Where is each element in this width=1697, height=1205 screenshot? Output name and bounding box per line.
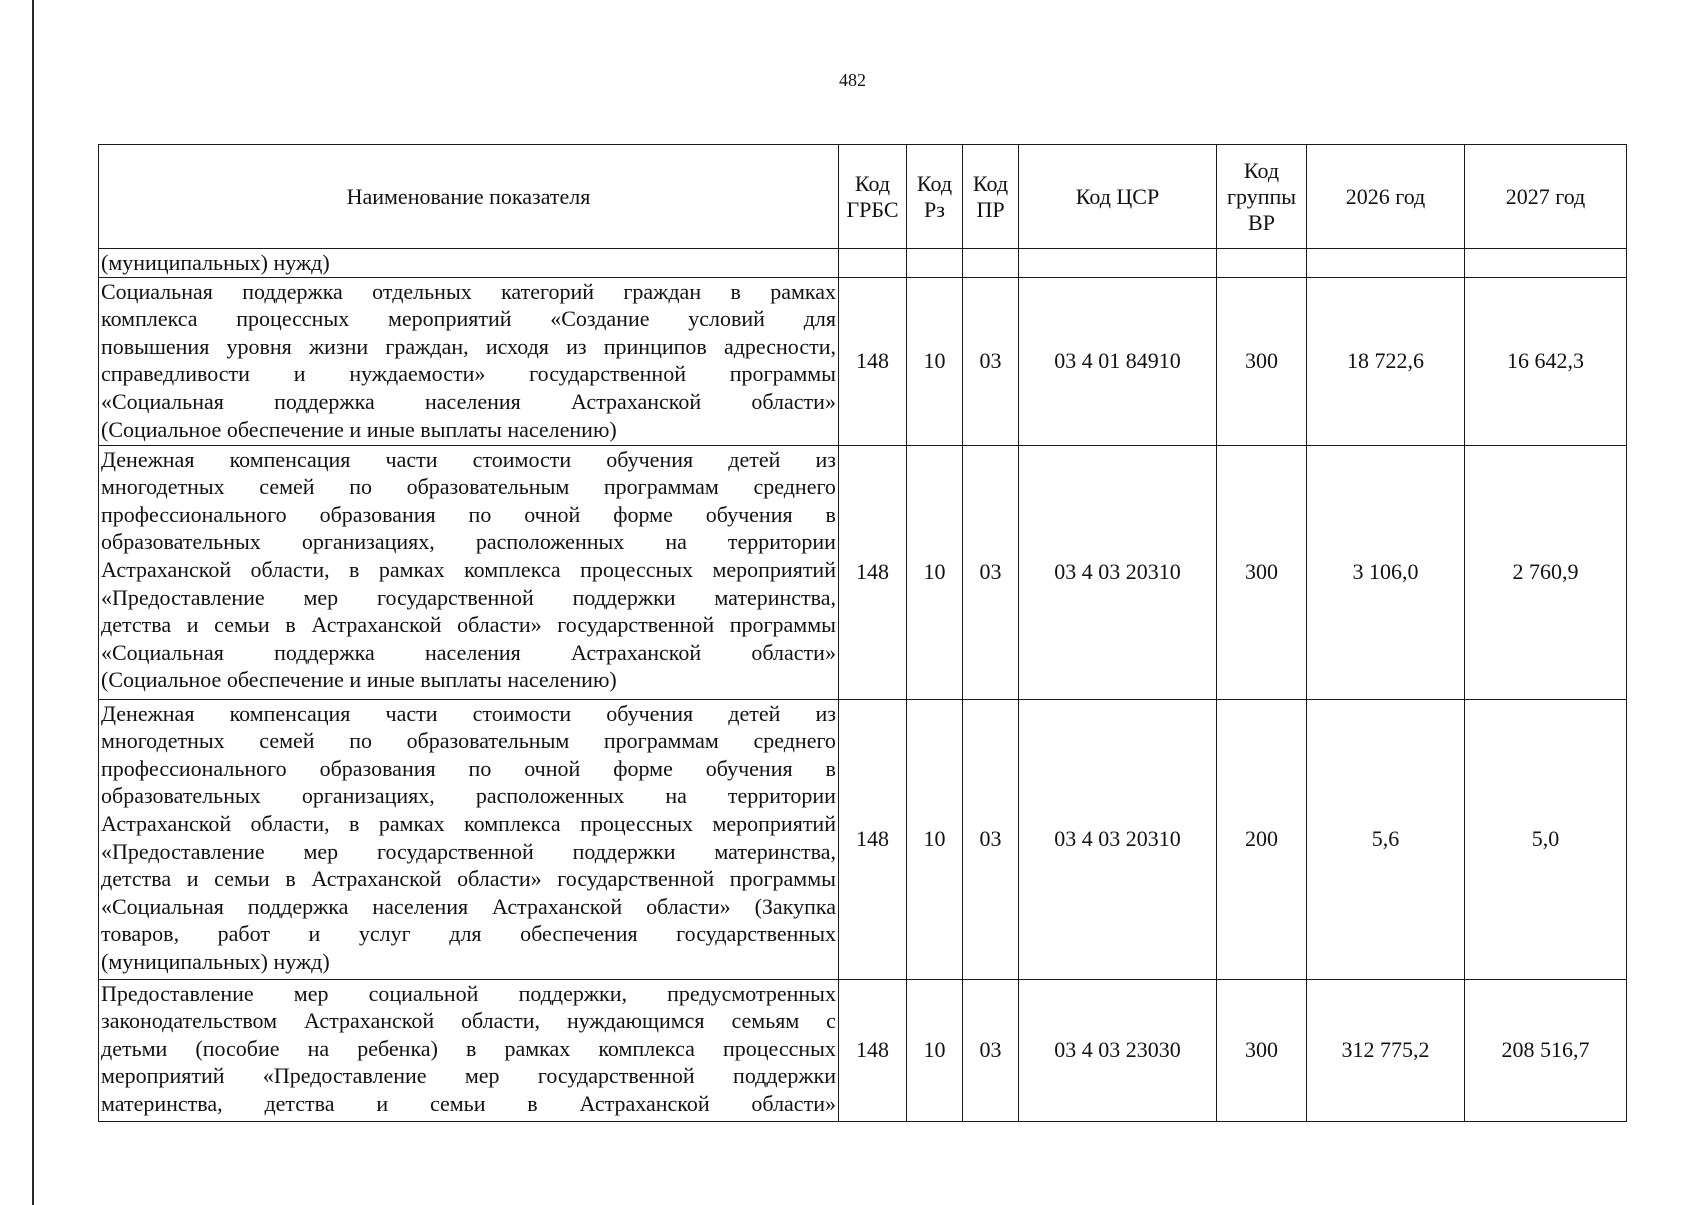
indicator-name-cell <box>99 249 839 278</box>
indicator-name-line: детства и семьи в Астраханской области» государственной программы <box>101 612 836 638</box>
indicator-name-line: Астраханской области, в рамках комплекса процессных мероприятий <box>101 556 836 582</box>
rz-code-cell: 10 <box>907 979 963 1121</box>
pr-code-cell: 03 <box>963 445 1019 699</box>
header-pr-line-2: ПР <box>976 196 1005 222</box>
rz-code-cell: 10 <box>907 277 963 445</box>
indicator-name-line: профессионального образования по очной форме обучения в <box>101 501 836 527</box>
indicator-name-line: «Предоставление мер государственной поддержки материнства, <box>101 584 836 610</box>
amount-2027-cell: 2 760,9 <box>1465 445 1627 699</box>
pr-code-cell: 03 <box>963 979 1019 1121</box>
header-year-2026: 2026 год <box>1307 145 1465 249</box>
header-pr-code <box>963 145 1019 249</box>
header-rz-code <box>907 145 963 249</box>
indicator-name-line: образовательных организациях, расположенных на территории <box>101 529 836 555</box>
header-grbs-code <box>839 145 907 249</box>
pr-code-cell: 03 <box>963 699 1019 979</box>
page-number: 482 <box>839 70 866 90</box>
indicator-name-line: товаров, работ и услуг для обеспечения государственных <box>101 921 836 947</box>
header-grbs-line-2: ГРБС <box>846 196 899 222</box>
indicator-name-line: образовательных организациях, расположенных на территории <box>101 783 836 809</box>
amount-2026-cell: 312 775,2 <box>1307 979 1465 1121</box>
amount-2026-cell: 18 722,6 <box>1307 277 1465 445</box>
amount-2027-cell <box>1465 249 1627 278</box>
grbs-code-cell: 148 <box>839 699 907 979</box>
indicator-name-line: многодетных семей по образовательным программам среднего <box>101 474 836 500</box>
header-indicator-name: Наименование показателя <box>99 145 839 249</box>
rz-code-cell <box>907 249 963 278</box>
vr-code-cell: 300 <box>1217 445 1307 699</box>
budget-table <box>98 144 1627 1122</box>
indicator-name-line: «Предоставление мер государственной поддержки материнства, <box>101 838 836 864</box>
table-row <box>99 979 1627 1121</box>
indicator-name-cell <box>99 445 839 699</box>
csr-code-cell: 03 4 03 23030 <box>1019 979 1217 1121</box>
header-vr-line-1: Код <box>1243 157 1280 183</box>
indicator-name-line: (Социальное обеспечение и иные выплаты населению) <box>101 667 617 693</box>
pr-code-cell <box>963 249 1019 278</box>
indicator-name-line: мероприятий «Предоставление мер государственной поддержки <box>101 1063 836 1089</box>
header-vr-code <box>1217 145 1307 249</box>
vr-code-cell: 200 <box>1217 699 1307 979</box>
indicator-name-line: профессионального образования по очной форме обучения в <box>101 755 836 781</box>
rz-code-cell: 10 <box>907 699 963 979</box>
csr-code-cell: 03 4 03 20310 <box>1019 445 1217 699</box>
header-rz-line-2: Рз <box>924 196 945 222</box>
amount-2026-cell <box>1307 249 1465 278</box>
indicator-name-line: повышения уровня жизни граждан, исходя из принципов адресности, <box>101 333 836 359</box>
indicator-name-line: (муниципальных) нужд) <box>101 250 330 275</box>
indicator-name-line: (Социальное обеспечение и иные выплаты населению) <box>101 416 617 442</box>
indicator-name-cell <box>99 979 839 1121</box>
indicator-name-line: детьми (пособие на ребенка) в рамках комплекса процессных <box>101 1035 836 1061</box>
vr-code-cell <box>1217 249 1307 278</box>
csr-code-cell: 03 4 01 84910 <box>1019 277 1217 445</box>
vr-code-cell: 300 <box>1217 277 1307 445</box>
table-row <box>99 699 1627 979</box>
indicator-name-line: многодетных семей по образовательным программам среднего <box>101 728 836 754</box>
indicator-name-line: комплекса процессных мероприятий «Создание условий для <box>101 306 836 332</box>
indicator-name-line: Социальная поддержка отдельных категорий граждан в рамках <box>101 278 836 304</box>
indicator-name-line: «Социальная поддержка населения Астраханской области» <box>101 388 836 414</box>
vr-code-cell: 300 <box>1217 979 1307 1121</box>
header-csr-code: Код ЦСР <box>1019 145 1217 249</box>
header-rz-line-1: Код <box>916 170 953 196</box>
indicator-name-line: Денежная компенсация части стоимости обучения детей из <box>101 446 836 472</box>
indicator-name-line: Астраханской области, в рамках комплекса процессных мероприятий <box>101 810 836 836</box>
indicator-name-line: «Социальная поддержка населения Астраханской области» (Закупка <box>101 893 836 919</box>
indicator-name-line: справедливости и нуждаемости» государственной программы <box>101 361 836 387</box>
indicator-name-line: материнства, детства и семьи в Астраханской области» <box>101 1090 836 1116</box>
indicator-name-line: «Социальная поддержка населения Астраханской области» <box>101 639 836 665</box>
indicator-name-cell <box>99 699 839 979</box>
table-row <box>99 445 1627 699</box>
indicator-name-line: Предоставление мер социальной поддержки, предусмотренных <box>101 980 836 1006</box>
table-header-row <box>99 145 1627 249</box>
csr-code-cell <box>1019 249 1217 278</box>
indicator-name-line: законодательством Астраханской области, нуждающимся семьям с <box>101 1008 836 1034</box>
grbs-code-cell: 148 <box>839 979 907 1121</box>
indicator-name-line: детства и семьи в Астраханской области» государственной программы <box>101 866 836 892</box>
indicator-name-line: (муниципальных) нужд) <box>101 948 330 974</box>
amount-2027-cell: 5,0 <box>1465 699 1627 979</box>
binding-margin-line <box>32 0 34 1205</box>
header-vr-line-2: группы <box>1226 183 1297 209</box>
indicator-name-cell <box>99 277 839 445</box>
pr-code-cell: 03 <box>963 277 1019 445</box>
amount-2027-cell: 208 516,7 <box>1465 979 1627 1121</box>
csr-code-cell: 03 4 03 20310 <box>1019 699 1217 979</box>
grbs-code-cell: 148 <box>839 277 907 445</box>
grbs-code-cell <box>839 249 907 278</box>
grbs-code-cell: 148 <box>839 445 907 699</box>
header-year-2027: 2027 год <box>1465 145 1627 249</box>
rz-code-cell: 10 <box>907 445 963 699</box>
amount-2026-cell: 5,6 <box>1307 699 1465 979</box>
amount-2026-cell: 3 106,0 <box>1307 445 1465 699</box>
header-pr-line-1: Код <box>972 170 1009 196</box>
header-grbs-line-1: Код <box>854 170 891 196</box>
table-row <box>99 277 1627 445</box>
header-vr-line-3: ВР <box>1248 209 1275 235</box>
table-row <box>99 249 1627 278</box>
indicator-name-line: Денежная компенсация части стоимости обучения детей из <box>101 700 836 726</box>
amount-2027-cell: 16 642,3 <box>1465 277 1627 445</box>
